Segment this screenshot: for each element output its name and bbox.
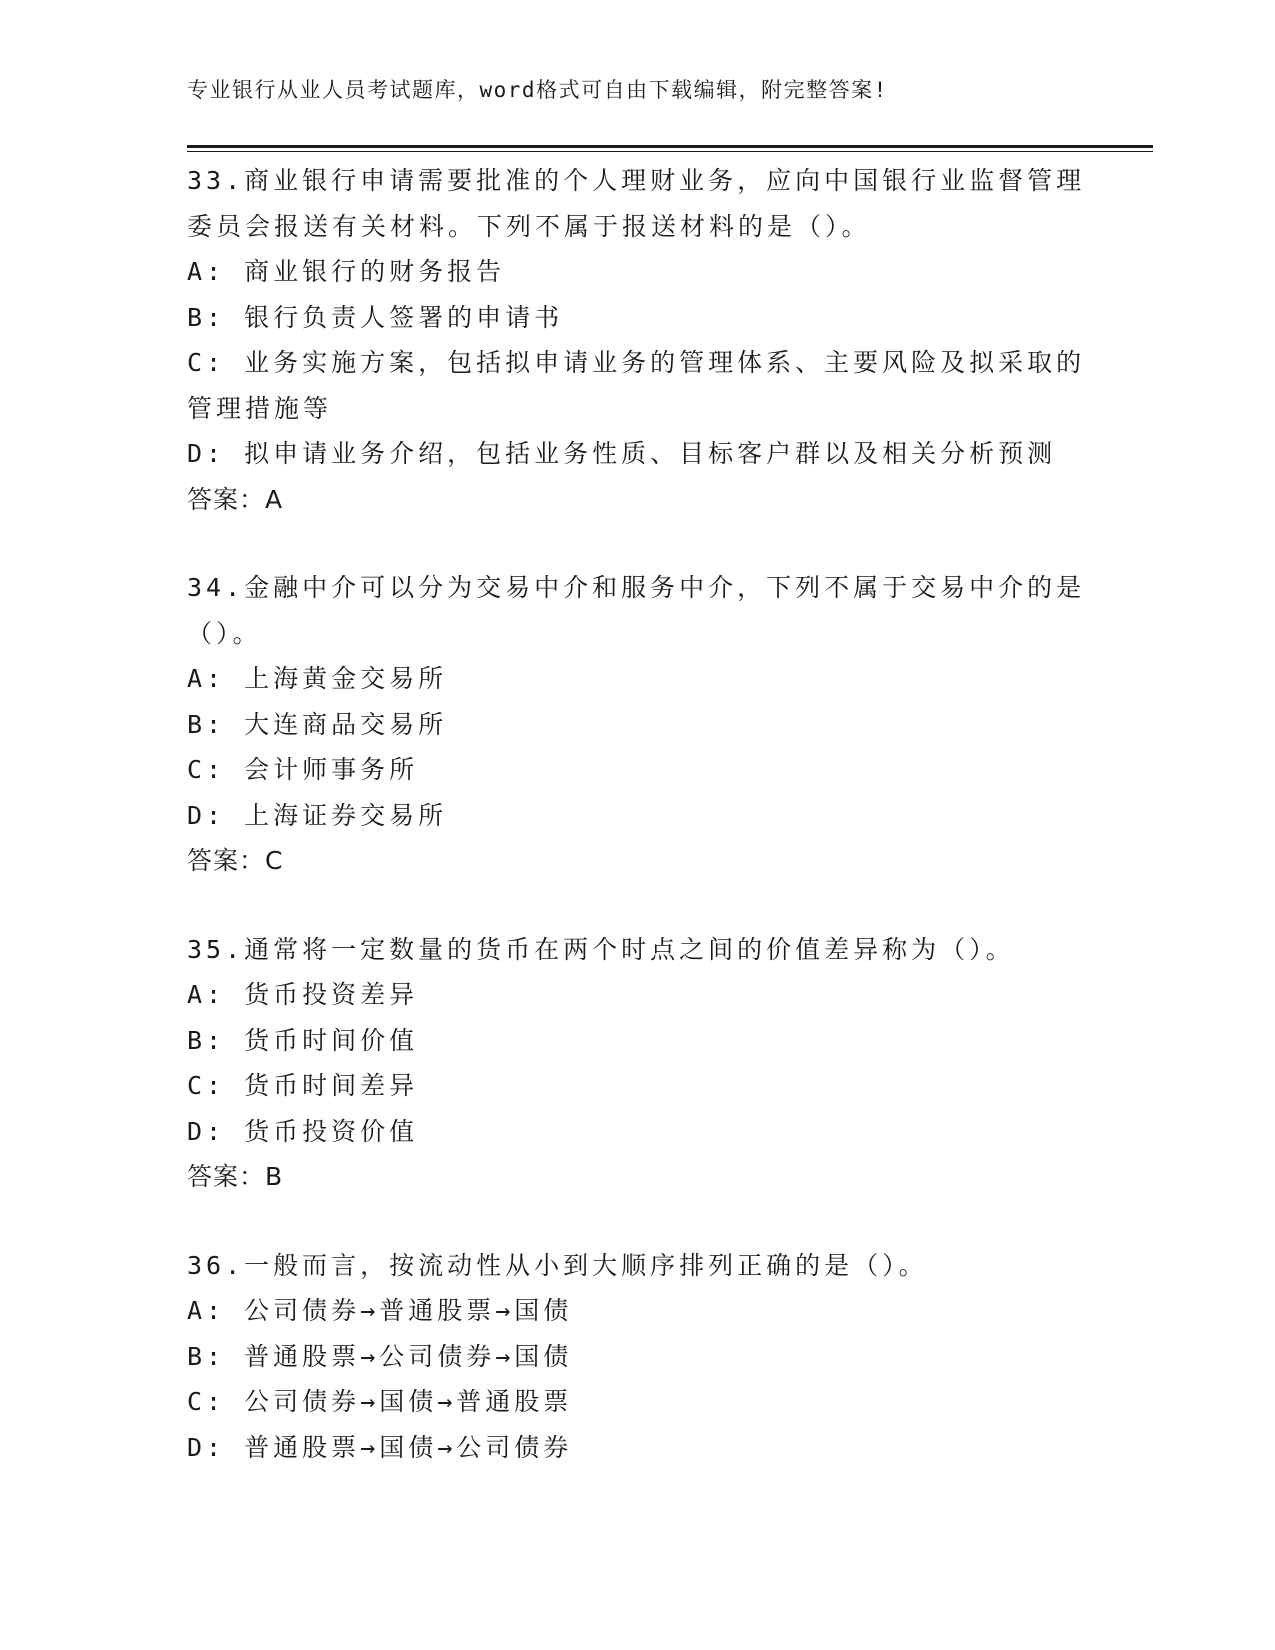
- question-stem: 36.一般而言，按流动性从小到大顺序排列正确的是（）。: [187, 1250, 928, 1280]
- option-c: C: 公司债券→国债→普通股票: [187, 1387, 573, 1416]
- page-header: 专业银行从业人员考试题库，word格式可自由下载编辑，附完整答案!: [187, 78, 888, 102]
- question-34: [187, 565, 1087, 884]
- question-list: [187, 158, 1087, 1513]
- question-35: [187, 927, 1087, 1200]
- option-c-continued: 管理措施等: [187, 393, 333, 423]
- option-b: B: 普通股票→公司债券→国债: [187, 1341, 573, 1371]
- option-c: C: 货币时间差异: [187, 1071, 419, 1100]
- answer-text: 答案：A: [187, 484, 284, 514]
- answer-text: 答案：B: [187, 1162, 284, 1191]
- option-a: A: 公司债券→普通股票→国债: [187, 1296, 573, 1325]
- option-a: A: 货币投资差异: [187, 980, 419, 1009]
- header-rule-thick: [187, 145, 1153, 148]
- question-stem: 33.商业银行申请需要批准的个人理财业务，应向中国银行业监督管理: [187, 166, 1086, 195]
- option-b: B: 货币时间价值: [187, 1025, 419, 1055]
- option-d: D: 货币投资价值: [187, 1116, 419, 1146]
- question-stem: 34.金融中介可以分为交易中介和服务中介，下列不属于交易中介的是: [187, 573, 1086, 602]
- question-stem: 委员会报送有关材料。下列不属于报送材料的是（）。: [187, 211, 871, 241]
- option-b: B: 大连商品交易所: [187, 709, 448, 739]
- question-stem: 35.通常将一定数量的货币在两个时点之间的价值差异称为（）。: [187, 934, 1015, 964]
- option-a: A: 上海黄金交易所: [187, 664, 448, 693]
- question-33: [187, 158, 1087, 522]
- question-stem: （）。: [187, 618, 262, 648]
- option-c: C: 业务实施方案，包括拟申请业务的管理体系、主要风险及拟采取的: [187, 348, 1086, 377]
- option-c: C: 会计师事务所: [187, 755, 419, 784]
- option-a: A: 商业银行的财务报告: [187, 257, 506, 286]
- option-b: B: 银行负责人签署的申请书: [187, 302, 564, 332]
- header-rule-thin: [187, 151, 1153, 152]
- option-d: D: 拟申请业务介绍，包括业务性质、目标客户群以及相关分析预测: [187, 439, 1057, 468]
- question-36: [187, 1243, 1087, 1471]
- option-d: D: 普通股票→国债→公司债券: [187, 1432, 573, 1462]
- answer-text: 答案：C: [187, 846, 284, 875]
- option-d: D: 上海证券交易所: [187, 800, 448, 830]
